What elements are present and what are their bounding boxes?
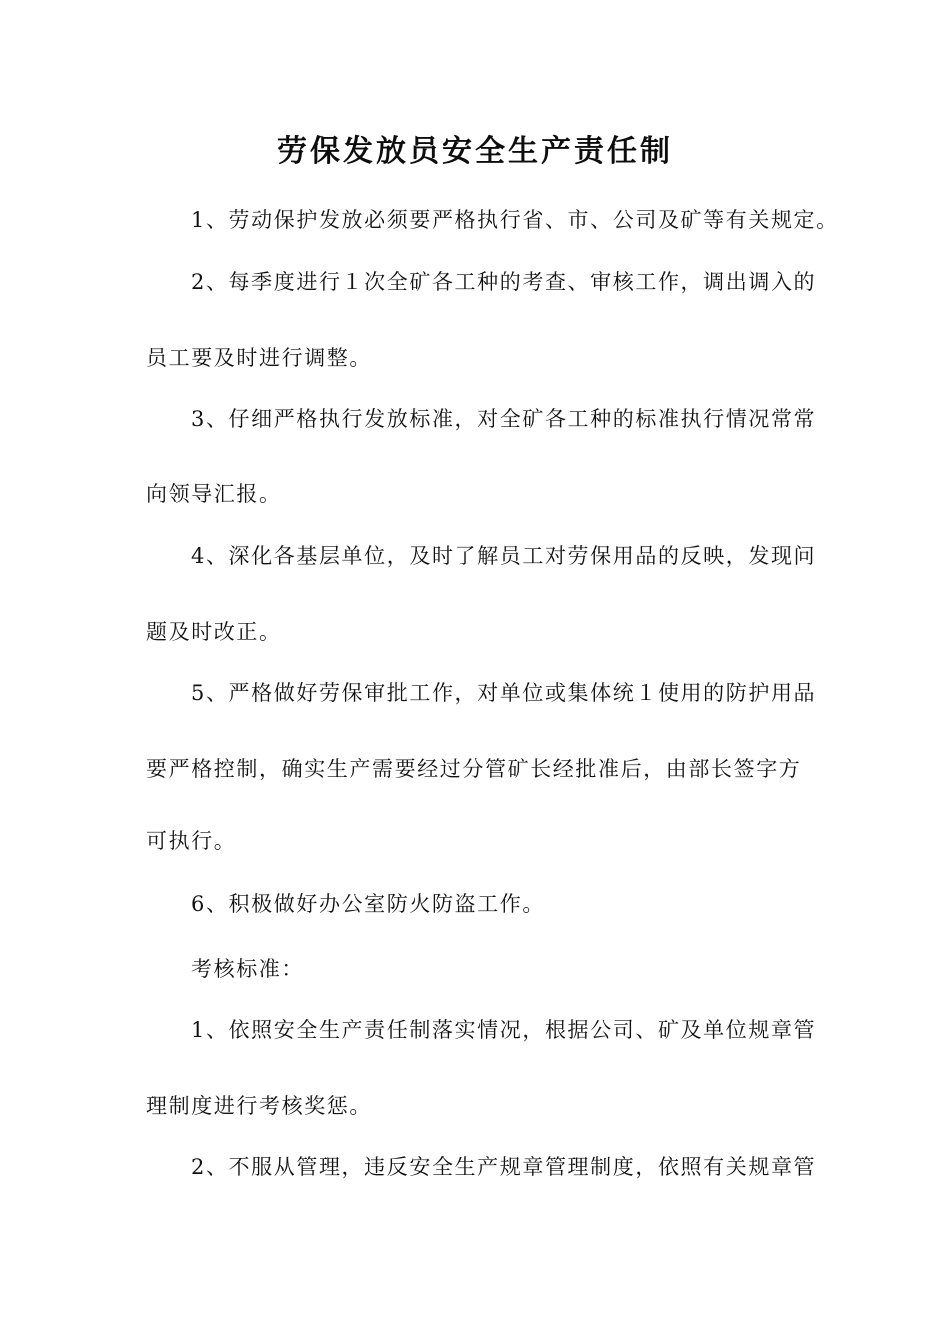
paragraph-line: 4、深化各基层单位，及时了解员工对劳保用品的反映，发现问	[191, 544, 817, 568]
paragraph-line: 2、不服从管理，违反安全生产规章管理制度，依照有关规章管	[191, 1155, 817, 1179]
paragraph-line: 向领导汇报。	[146, 482, 282, 506]
paragraph-line: 5、严格做好劳保审批工作，对单位或集体统１使用的防护用品	[191, 681, 817, 705]
document-title: 劳保发放员安全生产责任制	[277, 134, 673, 169]
paragraph-line: 1、劳动保护发放必须要严格执行省、市、公司及矿等有关规定。	[191, 208, 839, 232]
paragraph-line: 1、依照安全生产责任制落实情况，根据公司、矿及单位规章管	[191, 1018, 817, 1042]
paragraph-line: 要严格控制，确实生产需要经过分管矿长经批准后，由部长签字方	[146, 757, 802, 781]
paragraph-line: 员工要及时进行调整。	[146, 346, 372, 370]
paragraph-line: 理制度进行考核奖惩。	[146, 1094, 372, 1118]
paragraph-line: 6、积极做好办公室防火防盗工作。	[191, 892, 545, 916]
paragraph-line: 2、每季度进行１次全矿各工种的考查、审核工作，调出调入的	[191, 270, 817, 294]
paragraph-line: 3、仔细严格执行发放标准，对全矿各工种的标准执行情况常常	[191, 407, 817, 431]
paragraph-line: 可执行。	[146, 829, 237, 853]
paragraph-line: 题及时改正。	[146, 620, 282, 644]
section-heading: 考核标准：	[191, 957, 304, 981]
